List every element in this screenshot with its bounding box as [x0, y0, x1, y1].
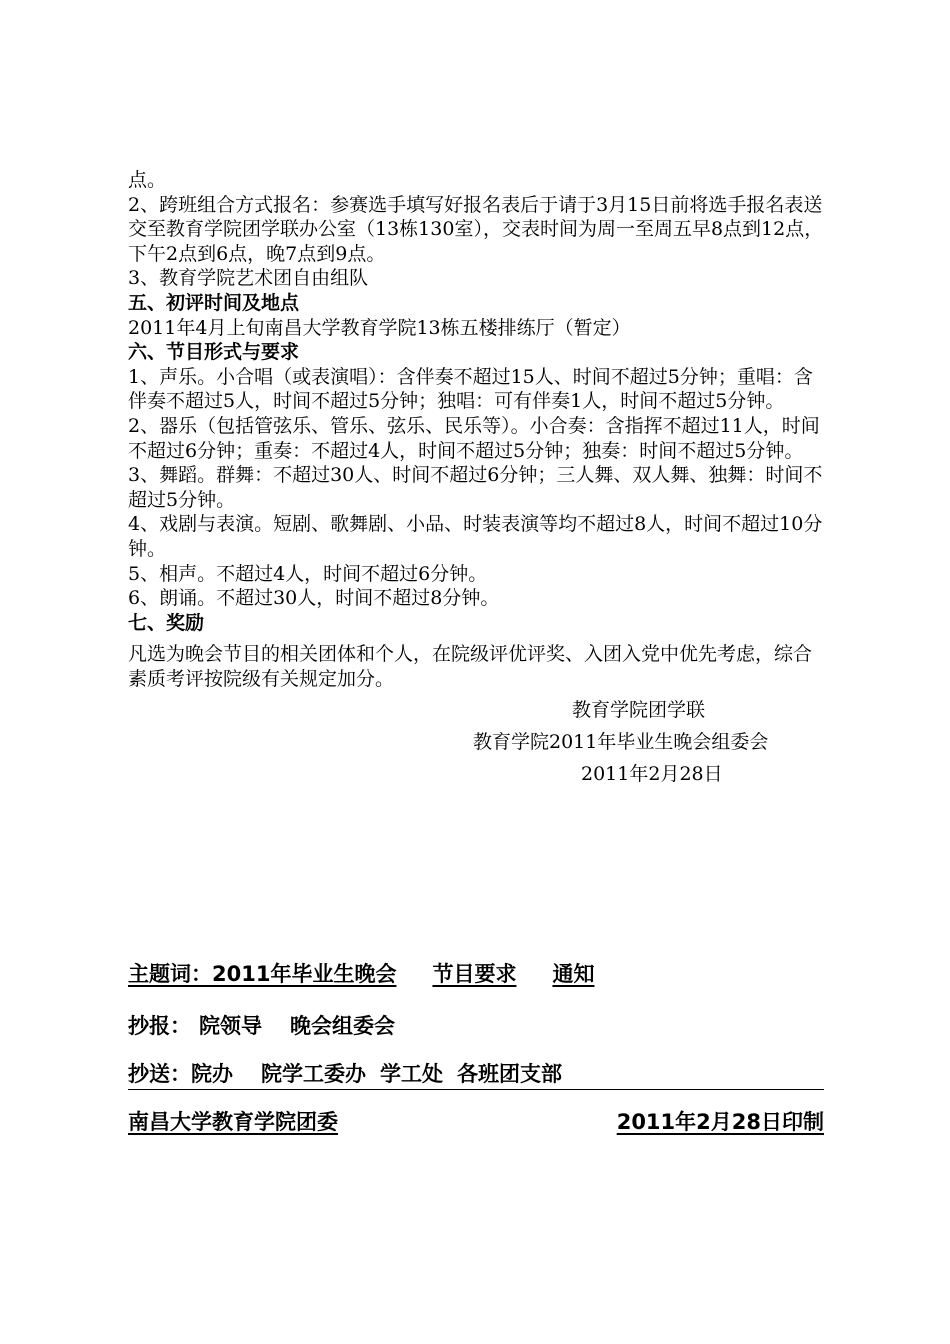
report-recipient: 院领导 [199, 1014, 262, 1038]
issuer-line [128, 1106, 824, 1136]
keyword: 节目要求 [432, 962, 517, 986]
paragraph: 2、器乐（包括管弦乐、管乐、弦乐、民乐等）。小合奏：含指挥不超过11人，时间不超过6分钟；重奏：不超过4人，时间不超过5分钟；独奏：时间不超过5分钟。 [128, 414, 820, 462]
cc-recipient: 院办 [191, 1062, 233, 1086]
paragraph: 3、教育学院艺术团自由组队 [128, 267, 369, 290]
signature-org: 教育学院团学联 [572, 699, 706, 722]
cc-recipient: 各班团支部 [457, 1062, 562, 1086]
paragraph: 6、朗诵。不超过30人，时间不超过8分钟。 [128, 587, 500, 610]
keyword: 2011年毕业生晚会 [212, 962, 397, 986]
paragraph: 2011年4月上旬南昌大学教育学院13栋五楼排练厅（暂定） [128, 316, 631, 339]
section-heading: 七、奖励 [128, 611, 205, 634]
paragraph: 3、舞蹈。群舞：不超过30人、时间不超过6分钟；三人舞、双人舞、独舞：时间不超过5分钟。 [128, 464, 823, 511]
document-body [128, 168, 828, 786]
paragraph: 点。 [128, 169, 167, 191]
paragraph: 4、戏剧与表演。短剧、歌舞剧、小品、时装表演等均不超过8人，时间不超过10分钟。 [128, 513, 823, 560]
keywords-line [128, 958, 824, 988]
keyword: 通知 [552, 962, 595, 986]
cc-recipient: 院学工委办 [261, 1062, 366, 1086]
paragraph: 凡选为晚会节目的相关团体和个人，在院级评优评奖、入团入党中优先考虑，综合素质考评按院级有关规定加分。 [128, 643, 813, 690]
cc-recipient: 学工处 [380, 1062, 443, 1086]
cc-label: 抄送： [128, 1062, 191, 1086]
issuer-name: 南昌大学教育学院团委 [128, 1110, 338, 1134]
section-heading: 五、初评时间及地点 [128, 291, 300, 314]
paragraph: 5、相声。不超过4人，时间不超过6分钟。 [128, 562, 488, 585]
paragraph: 2、跨班组合方式报名：参赛选手填写好报名表后于请于3月15日前将选手报名表送交至教育学院团学联办公室（13栋130室），交表时间为周一至周五早8点到12点，下午2点到6点，晚7点到9点。 [128, 193, 824, 265]
section-heading: 六、节目形式与要求 [128, 341, 300, 364]
report-recipient: 晚会组委会 [290, 1014, 395, 1038]
cc-line [128, 1058, 824, 1090]
keywords-label: 主题词： [128, 962, 212, 986]
signature-date: 2011年2月28日 [581, 762, 723, 785]
report-label: 抄报： [128, 1014, 191, 1038]
paragraph: 1、声乐。小合唱（或表演唱）：含伴奏不超过15人、时间不超过5分钟；重唱：含伴奏不超过5人，时间不超过5分钟；独唱：可有伴奏1人，时间不超过5分钟。 [128, 365, 813, 413]
print-date: 2011年2月28日印制 [616, 1110, 824, 1134]
report-line [128, 1010, 824, 1040]
signature-committee: 教育学院2011年毕业生晚会组委会 [473, 731, 769, 754]
